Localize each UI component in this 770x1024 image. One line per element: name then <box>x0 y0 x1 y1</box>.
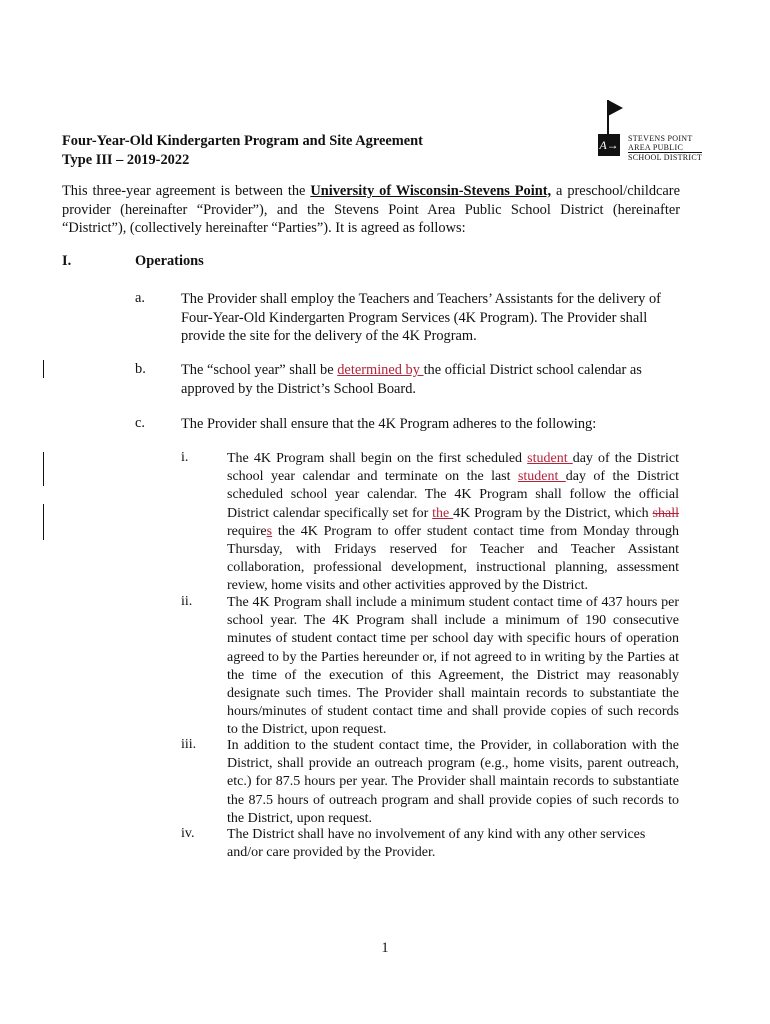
deleted-text: shall <box>652 505 679 521</box>
logo-monogram: A→ <box>598 134 620 156</box>
change-bar <box>43 452 44 486</box>
subitem-iv-text: The District shall have no involvement of any kind with any other services and/or care provided by the Provider. <box>227 827 646 861</box>
section-title: Operations <box>135 253 204 269</box>
inserted-text: the <box>432 505 454 521</box>
inserted-text: s <box>266 523 273 539</box>
item-a-text: The Provider shall employ the Teachers and Teachers’ Assistants for the delivery of Four-Year-Old Kindergarten Program Services (4K Program). The Provider shall provide the site for the delivery of the 4K Program. <box>181 291 661 344</box>
item-b-label: b. <box>135 361 146 377</box>
inserted-text: determined by <box>337 362 424 378</box>
subitem-i-label: i. <box>181 450 189 465</box>
section-number: I. <box>62 253 72 269</box>
intro-paragraph: This three-year agreement is between the University of Wisconsin-Stevens Point, a preschool/childcare provider (hereinafter “Provider”), and the Stevens Point Area Public School District (hereinafter “District”), (collectively hereinafter “Parties”). It is agreed as follows: <box>62 183 680 236</box>
item-c-label: c. <box>135 415 145 431</box>
logo-line-3: SCHOOL DISTRICT <box>628 153 703 162</box>
logo-line-2: AREA PUBLIC <box>628 143 684 152</box>
change-bar <box>43 360 44 378</box>
document-title: Four-Year-Old Kindergarten Program and Site Agreement <box>62 133 423 149</box>
district-logo <box>590 98 720 164</box>
logo-wordmark <box>628 134 702 162</box>
subitem-ii-label: ii. <box>181 594 193 609</box>
item-b-text: The “school year” shall be determined by the official District school calendar as approved by the District’s School Board. <box>181 362 642 397</box>
section-heading <box>62 253 204 270</box>
flag-icon <box>590 98 630 138</box>
item-c-text: The Provider shall ensure that the 4K Program adheres to the following: <box>181 416 597 432</box>
document-header <box>62 132 522 170</box>
subitem-iii-text: In addition to the student contact time, the Provider, in collaboration with the District, shall provide an outreach program (e.g., home visits, parent outreach, etc.) for 87.5 hours per year. The Provider shall maintain records to substantiate the 87.5 hours of outreach program and shall provide copies of such records to the District, upon request. <box>227 738 679 826</box>
page-number: 1 <box>381 940 389 956</box>
item-a-label: a. <box>135 290 145 306</box>
subitem-ii-text: The 4K Program shall include a minimum student contact time of 437 hours per school year. The 4K Program shall include a minimum of 190 consecutive minutes of student contact time per school day with specific hours of operation agreed to by the Parties hereunder or, if not agreed to in writing by the Parties at the time of the execution of this Agreement, the District may reasonably designate such times. The Provider shall maintain records to substantiate the hours/minutes of student contact time and shall provide copies of such records to the District, upon request. <box>227 595 679 738</box>
subitem-iii-label: iii. <box>181 737 197 752</box>
party-name: University of Wisconsin-Stevens Point, <box>310 183 552 199</box>
inserted-text: student <box>527 451 573 466</box>
subitem-i-text: The 4K Program shall begin on the first scheduled student day of the District school year calendar and terminate on the last student day of the District scheduled school year calendar. The 4K Program shall follow the official District calendar specifically set for the 4K Program by the District, which shall requires the 4K Program to offer student contact time from Monday through Thursday, with Fridays reserved for Teacher and Teacher Assistant collaboration, professional development, instructional planning, assessment review, home visits and other activities approved by the District. <box>227 451 679 594</box>
inserted-text: student <box>517 469 566 485</box>
change-bar <box>43 504 44 540</box>
logo-line-1: STEVENS POINT <box>628 134 693 143</box>
document-subtitle: Type III – 2019-2022 <box>62 152 190 168</box>
subitem-iv-label: iv. <box>181 826 195 841</box>
